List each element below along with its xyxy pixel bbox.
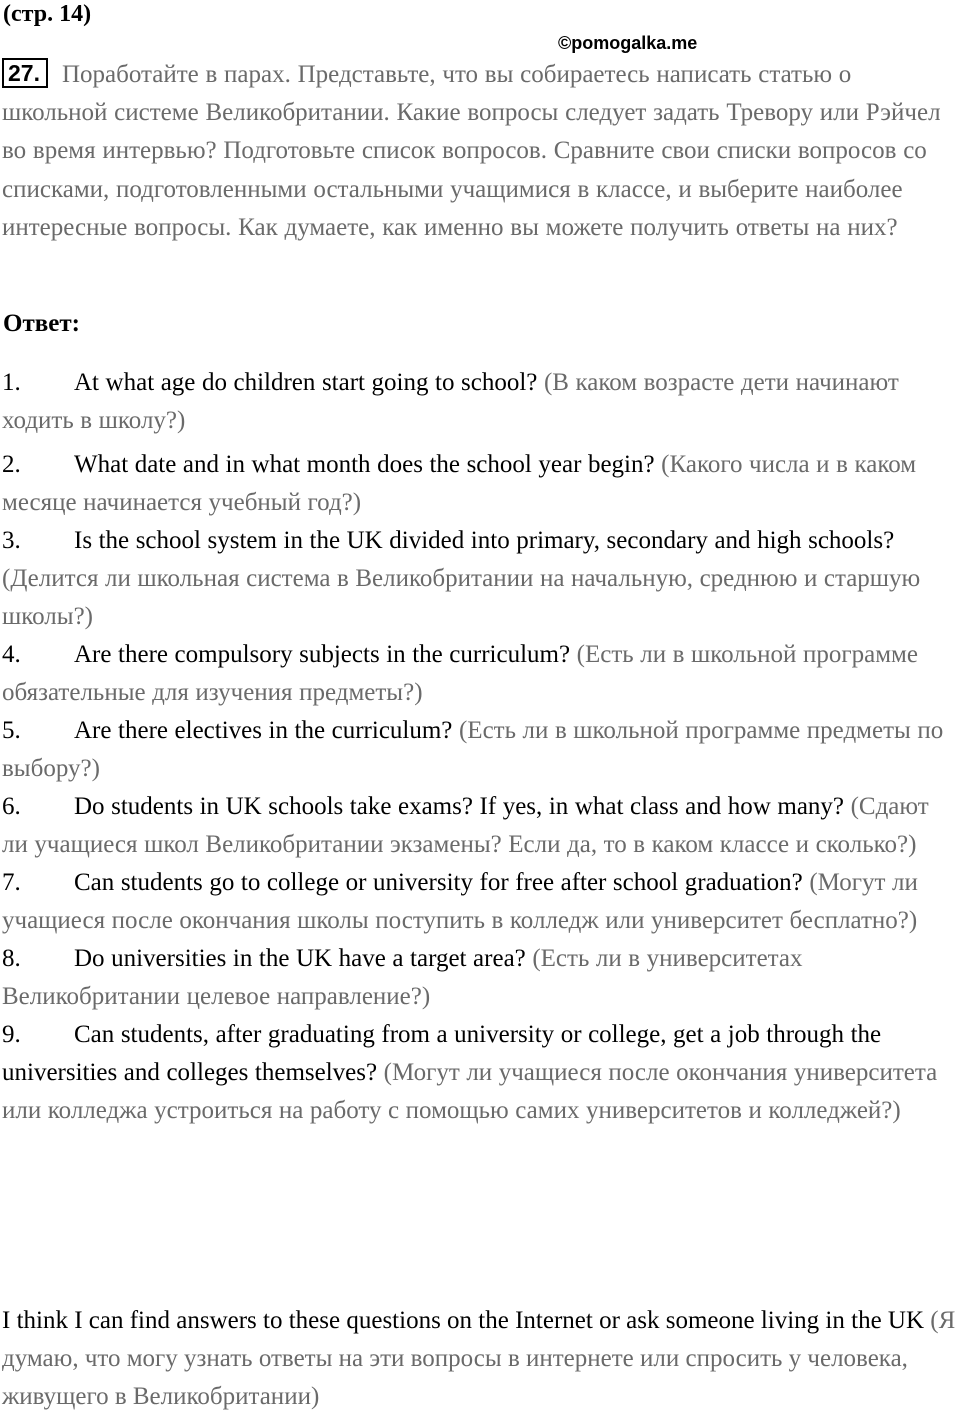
question-item (2, 636, 958, 712)
question-item (2, 940, 958, 1016)
question-english: Is the school system in the UK divided into primary, secondary and high schools? (74, 527, 895, 554)
question-number: 4. (2, 641, 21, 668)
question-translation: (Есть ли в школьной программе предметы по выбору?) (2, 717, 944, 782)
question-number: 9. (2, 1021, 21, 1048)
question-number: 6. (2, 793, 21, 820)
question-translation: (Могут ли учащиеся после окончания школы поступить в колледж или университет бесплатно?) (2, 869, 918, 934)
question-number: 1. (2, 369, 21, 396)
question-item (2, 446, 958, 522)
task-block (2, 56, 958, 247)
task-text: Поработайте в парах. Представьте, что вы собираетесь написать статью о школьной системе Великобритании. Какие вопросы следует задать Тревору или Рэйчел во время интервью? Подготовьте список вопросов. Сравните свои списки вопросов со списками, подготовленными остальными учащимися в классе, и выберите наиболее интересные вопросы. Как думаете, как именно вы можете получить ответы на них? (2, 61, 941, 241)
question-item (2, 864, 958, 940)
conclusion-translation: (Я думаю, что могу узнать ответы на эти вопросы в интернете или спросить у человека, живущего в Великобритании) (2, 1307, 956, 1410)
question-translation: (Сдают ли учащиеся школ Великобритании экзамены? Если да, то в каком классе и сколько?) (2, 793, 929, 858)
question-number: 5. (2, 717, 21, 744)
question-item (2, 522, 958, 636)
question-translation: (Делится ли школьная система в Великобритании на начальную, среднюю и старшую школы?) (2, 565, 921, 630)
question-english: Do students in UK schools take exams? If yes, in what class and how many? (74, 793, 845, 820)
question-english: Can students go to college or university for free after school graduation? (74, 869, 803, 896)
question-item (2, 364, 958, 440)
question-translation: (В каком возрасте дети начинают ходить в школу?) (2, 369, 899, 434)
question-english: Can students, after graduating from a university or college, get a job through the universities and colleges themselves? (2, 1021, 882, 1086)
answer-label: Ответ: (3, 310, 80, 337)
question-translation: (Могут ли учащиеся после окончания университета или колледжа устроиться на работу с помощью самих университетов и колледжей?) (2, 1059, 938, 1124)
question-english: What date and in what month does the school year begin? (74, 451, 655, 478)
question-number: 7. (2, 869, 21, 896)
question-item (2, 1016, 958, 1130)
question-number: 2. (2, 451, 21, 478)
question-english: Are there compulsory subjects in the curriculum? (74, 641, 571, 668)
question-item (2, 788, 958, 864)
conclusion-english: I think I can find answers to these questions on the Internet or ask someone living in the UK (2, 1307, 925, 1334)
question-english: At what age do children start going to school? (74, 369, 538, 396)
question-number: 3. (2, 527, 21, 554)
question-translation: (Есть ли в университетах Великобритании целевое направление?) (2, 945, 803, 1010)
question-item (2, 712, 958, 788)
question-english: Are there electives in the curriculum? (74, 717, 453, 744)
question-translation: (Есть ли в школьной программе обязательные для изучения предметы?) (2, 641, 918, 706)
task-number-badge: 27. (2, 58, 48, 88)
question-translation: (Какого числа и в каком месяце начинается учебный год?) (2, 451, 917, 516)
page-reference: (стр. 14) (3, 1, 92, 27)
question-number: 8. (2, 945, 21, 972)
question-list (2, 364, 958, 1130)
watermark: ©pomogalka.me (558, 33, 698, 53)
conclusion-paragraph (2, 1302, 958, 1416)
question-english: Do universities in the UK have a target area? (74, 945, 526, 972)
